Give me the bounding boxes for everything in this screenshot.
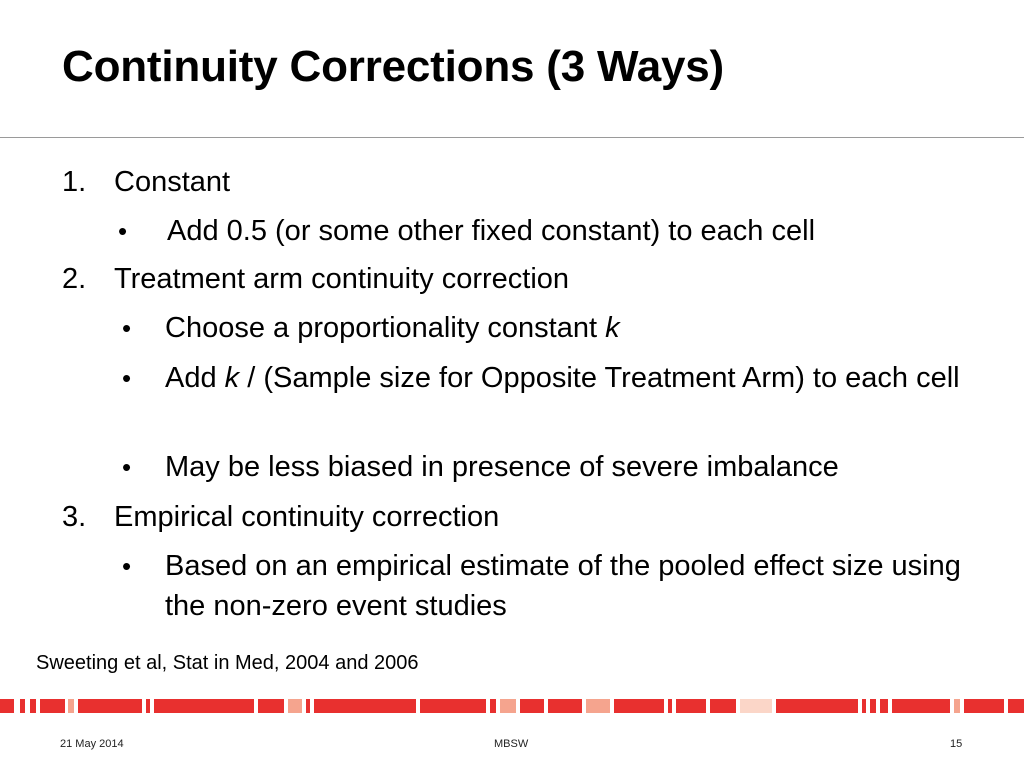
stripe-segment (258, 699, 284, 713)
footer-date: 21 May 2014 (60, 738, 124, 750)
sub-bullet-text: Add 0.5 (or some other fixed constant) to each cell (167, 215, 816, 247)
sub-bullet-text: Based on an empirical estimate of the pooled effect size using the non-zero event studies (165, 550, 961, 622)
slide-title: Continuity Corrections (3 Ways) (62, 42, 725, 91)
stripe-segment (776, 699, 858, 713)
bullet-icon: • (122, 551, 132, 581)
list-number: 1. (62, 166, 87, 198)
list-item-text: Treatment arm continuity correction (114, 263, 570, 295)
stripe-segment (668, 699, 672, 713)
stripe-segment (288, 699, 302, 713)
stripe-segment (710, 699, 736, 713)
list-item-text: Constant (114, 166, 231, 198)
stripe-segment (676, 699, 706, 713)
stripe-segment (586, 699, 610, 713)
stripe-segment (146, 699, 150, 713)
stripe-segment (892, 699, 950, 713)
list-number: 2. (62, 263, 87, 295)
stripe-segment (420, 699, 486, 713)
stripe-segment (0, 699, 14, 713)
stripe-segment (954, 699, 960, 713)
sub-bullet-text: Add k / (Sample size for Opposite Treatment Arm) to each cell (165, 362, 960, 394)
stripe-segment (500, 699, 516, 713)
stripe-segment (314, 699, 416, 713)
stripe-segment (30, 699, 36, 713)
stripe-segment (614, 699, 664, 713)
stripe-segment (40, 699, 65, 713)
stripe-segment (862, 699, 866, 713)
stripe-segment (78, 699, 142, 713)
stripe-segment (880, 699, 888, 713)
stripe-segment (154, 699, 254, 713)
citation: Sweeting et al, Stat in Med, 2004 and 2006 (36, 652, 419, 674)
list-number: 3. (62, 501, 87, 533)
stripe-segment (548, 699, 582, 713)
sub-bullet-text: Choose a proportionality constant k (165, 312, 620, 344)
stripe-segment (306, 699, 310, 713)
stripe-segment (1008, 699, 1024, 713)
list-item-text: Empirical continuity correction (114, 501, 500, 533)
bullet-icon: • (122, 313, 132, 343)
title-divider (0, 137, 1024, 138)
stripe-segment (740, 699, 772, 713)
stripe-segment (68, 699, 74, 713)
sub-bullet-text: May be less biased in presence of severe imbalance (165, 451, 839, 483)
stripe-segment (964, 699, 1004, 713)
bullet-icon: • (122, 363, 132, 393)
stripe-segment (870, 699, 876, 713)
page-number: 15 (950, 738, 963, 750)
stripe-segment (520, 699, 544, 713)
stripe-segment (490, 699, 496, 713)
footer-conference: MBSW (494, 738, 529, 750)
bullet-icon: • (118, 216, 128, 246)
bullet-icon: • (122, 452, 132, 482)
stripe-segment (20, 699, 25, 713)
decorative-stripe-band (0, 699, 1024, 713)
